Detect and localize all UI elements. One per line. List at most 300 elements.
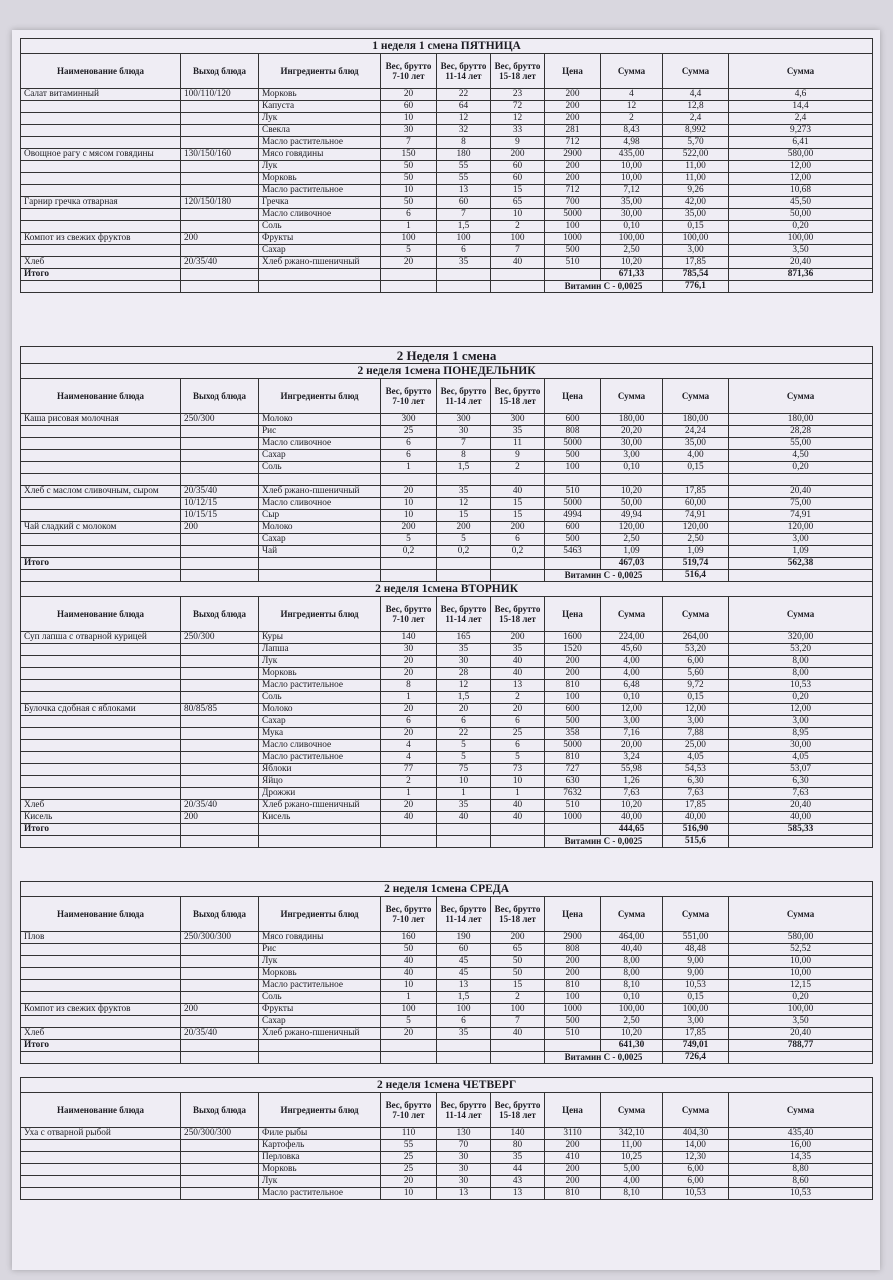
empty-cell: [491, 269, 545, 281]
weight-11-14: 35: [437, 644, 491, 656]
price: 5000: [545, 209, 601, 221]
weight-15-18: 5: [491, 752, 545, 764]
sum-11-14: 11,00: [663, 161, 729, 173]
sum-7-10: 20,00: [601, 740, 663, 752]
table-row: [21, 185, 873, 197]
weight-7-10: 5: [381, 1016, 437, 1028]
table-row: [21, 1016, 873, 1028]
ingredient-name: Филе рыбы: [259, 1128, 381, 1140]
sum-15-18: 52,52: [729, 944, 873, 956]
price: 5000: [545, 498, 601, 510]
sum-7-10: 11,00: [601, 1140, 663, 1152]
empty-cell: [381, 824, 437, 836]
weight-11-14: 64: [437, 101, 491, 113]
weight-7-10: 40: [381, 812, 437, 824]
weight-7-10: 20: [381, 656, 437, 668]
header-weight-11-14: Вес, брутто 11-14 лет: [437, 897, 491, 932]
sum-11-14: 264,00: [663, 632, 729, 644]
dish-name: [21, 992, 181, 1004]
price: 510: [545, 800, 601, 812]
weight-7-10: 6: [381, 450, 437, 462]
dish-name: Чай сладкий с молоком: [21, 522, 181, 534]
sum-7-10: 100,00: [601, 1004, 663, 1016]
weight-11-14: 1,5: [437, 992, 491, 1004]
weight-15-18: 300: [491, 414, 545, 426]
sum-11-14: 9,26: [663, 185, 729, 197]
sum-7-10: 10,00: [601, 173, 663, 185]
price: 600: [545, 522, 601, 534]
ingredient-name: Мука: [259, 728, 381, 740]
dish-yield: 100/110/120: [181, 89, 259, 101]
table-row: [21, 197, 873, 209]
ingredient-name: Хлеб ржано-пшеничный: [259, 1028, 381, 1040]
header-ingredient-name: Ингредиенты блюд: [259, 1093, 381, 1128]
ingredient-name: Лук: [259, 956, 381, 968]
dish-yield: 200: [181, 1004, 259, 1016]
ingredient-name: Морковь: [259, 668, 381, 680]
sum-7-10: 0,10: [601, 462, 663, 474]
total-sum-2: 516,90: [663, 824, 729, 836]
weight-11-14: 22: [437, 728, 491, 740]
dish-name: [21, 209, 181, 221]
weight-11-14: 22: [437, 89, 491, 101]
weight-15-18: 2: [491, 462, 545, 474]
table-row: [21, 233, 873, 245]
dish-yield: [181, 534, 259, 546]
total-sum-2: 519,74: [663, 558, 729, 570]
empty-cell: [729, 281, 873, 293]
weight-15-18: 10: [491, 776, 545, 788]
column-header-row: [21, 379, 873, 414]
ingredient-name: Лук: [259, 1176, 381, 1188]
weight-15-18: 23: [491, 89, 545, 101]
header-dish-name: Наименование блюда: [21, 54, 181, 89]
dish-name: [21, 173, 181, 185]
total-label: Итого: [21, 1040, 181, 1052]
weight-7-10: 40: [381, 968, 437, 980]
sum-15-18: 50,00: [729, 209, 873, 221]
weight-7-10: 4: [381, 752, 437, 764]
sum-15-18: 8,95: [729, 728, 873, 740]
weight-11-14: 70: [437, 1140, 491, 1152]
weight-11-14: 13: [437, 185, 491, 197]
empty-cell: [491, 836, 545, 848]
dish-name: [21, 776, 181, 788]
ingredient-name: Соль: [259, 992, 381, 1004]
header-weight-7-10: Вес, брутто 7-10 лет: [381, 54, 437, 89]
empty-cell: [21, 281, 181, 293]
sum-15-18: 74,91: [729, 510, 873, 522]
weight-11-14: 30: [437, 656, 491, 668]
sum-7-10: 224,00: [601, 632, 663, 644]
ingredient-name: Масло растительное: [259, 752, 381, 764]
sum-11-14: 404,30: [663, 1128, 729, 1140]
ingredient-name: Чай: [259, 546, 381, 558]
sum-7-10: 342,10: [601, 1128, 663, 1140]
weight-11-14: 100: [437, 233, 491, 245]
dish-name: Каша рисовая молочная: [21, 414, 181, 426]
dish-name: [21, 1188, 181, 1200]
weight-7-10: 1: [381, 788, 437, 800]
ingredient-name: Молоко: [259, 522, 381, 534]
weight-15-18: 15: [491, 980, 545, 992]
empty-cell: [381, 558, 437, 570]
header-dish-yield: Выход блюда: [181, 597, 259, 632]
dish-yield: 20/35/40: [181, 257, 259, 269]
dish-yield: 200: [181, 233, 259, 245]
dish-yield: [181, 788, 259, 800]
table-row: [21, 173, 873, 185]
ingredient-name: Мясо говядины: [259, 149, 381, 161]
table-row: [21, 1028, 873, 1040]
weight-11-14: 60: [437, 944, 491, 956]
dish-yield: 10/12/15: [181, 498, 259, 510]
weight-11-14: 55: [437, 161, 491, 173]
dish-yield: [181, 1188, 259, 1200]
ingredient-name: Молоко: [259, 704, 381, 716]
header-weight-11-14: Вес, брутто 11-14 лет: [437, 597, 491, 632]
empty-cell: [491, 1040, 545, 1052]
header-sum-15-18: Сумма: [729, 597, 873, 632]
weight-7-10: 50: [381, 197, 437, 209]
sum-11-14: 120,00: [663, 522, 729, 534]
sum-15-18: 7,63: [729, 788, 873, 800]
sum-11-14: 17,85: [663, 1028, 729, 1040]
sum-7-10: 10,20: [601, 257, 663, 269]
weight-7-10: 140: [381, 632, 437, 644]
table-row: [21, 245, 873, 257]
weight-11-14: 300: [437, 414, 491, 426]
dish-name: [21, 752, 181, 764]
header-sum-7-10: Сумма: [601, 597, 663, 632]
weight-7-10: [381, 474, 437, 486]
header-weight-7-10: Вес, брутто 7-10 лет: [381, 597, 437, 632]
sum-15-18: 0,20: [729, 462, 873, 474]
sum-11-14: 0,15: [663, 221, 729, 233]
dish-yield: 130/150/160: [181, 149, 259, 161]
table-row: [21, 149, 873, 161]
empty-cell: [491, 558, 545, 570]
table-row: [21, 137, 873, 149]
sum-15-18: 180,00: [729, 414, 873, 426]
weight-11-14: 30: [437, 1152, 491, 1164]
table-row: [21, 800, 873, 812]
menu-table-friday-week1: [20, 38, 873, 293]
weight-11-14: 12: [437, 113, 491, 125]
weight-7-10: 10: [381, 980, 437, 992]
total-label: Итого: [21, 269, 181, 281]
price: 200: [545, 1176, 601, 1188]
price: 510: [545, 257, 601, 269]
sum-11-14: 9,00: [663, 968, 729, 980]
weight-15-18: 35: [491, 426, 545, 438]
ingredient-name: Фрукты: [259, 1004, 381, 1016]
header-dish-name: Наименование блюда: [21, 1093, 181, 1128]
sum-7-10: 40,00: [601, 812, 663, 824]
dish-yield: [181, 125, 259, 137]
empty-cell: [437, 281, 491, 293]
price: 5000: [545, 438, 601, 450]
price: 200: [545, 113, 601, 125]
dish-name: [21, 1016, 181, 1028]
table-row: [21, 1188, 873, 1200]
menu-sheet: [12, 30, 880, 1270]
dish-name: [21, 498, 181, 510]
header-sum-11-14: Сумма: [663, 897, 729, 932]
dish-name: Хлеб: [21, 1028, 181, 1040]
weight-7-10: 77: [381, 764, 437, 776]
table-row: [21, 752, 873, 764]
ingredient-name: Масло растительное: [259, 680, 381, 692]
header-weight-15-18: Вес, брутто 15-18 лет: [491, 54, 545, 89]
header-weight-11-14: Вес, брутто 11-14 лет: [437, 54, 491, 89]
price: 630: [545, 776, 601, 788]
price: [545, 474, 601, 486]
header-dish-name: Наименование блюда: [21, 897, 181, 932]
section-title-row: [21, 39, 873, 54]
table-row: [21, 1004, 873, 1016]
weight-11-14: 165: [437, 632, 491, 644]
weight-11-14: 130: [437, 1128, 491, 1140]
empty-cell: [729, 836, 873, 848]
vitamin-label: Витамин С - 0,0025: [545, 836, 663, 848]
weight-15-18: 72: [491, 101, 545, 113]
empty-cell: [259, 570, 381, 582]
price: 727: [545, 764, 601, 776]
sum-11-14: [663, 474, 729, 486]
table-row: [21, 89, 873, 101]
table-row: [21, 486, 873, 498]
table-row: [21, 450, 873, 462]
sum-15-18: 8,00: [729, 668, 873, 680]
dish-name: [21, 968, 181, 980]
sum-11-14: 551,00: [663, 932, 729, 944]
header-sum-7-10: Сумма: [601, 897, 663, 932]
price: 500: [545, 1016, 601, 1028]
weight-15-18: 200: [491, 932, 545, 944]
ingredient-name: Масло сливочное: [259, 209, 381, 221]
price: 600: [545, 704, 601, 716]
total-sum-3: 871,36: [729, 269, 873, 281]
sum-7-10: 7,12: [601, 185, 663, 197]
weight-7-10: 50: [381, 173, 437, 185]
sum-11-14: 100,00: [663, 233, 729, 245]
ingredient-name: Фрукты: [259, 233, 381, 245]
empty-cell: [729, 570, 873, 582]
sum-7-10: 4,00: [601, 668, 663, 680]
sum-11-14: 10,53: [663, 980, 729, 992]
sum-15-18: 580,00: [729, 932, 873, 944]
sum-15-18: 0,20: [729, 692, 873, 704]
empty-cell: [381, 269, 437, 281]
sum-11-14: 7,63: [663, 788, 729, 800]
weight-7-10: 20: [381, 1028, 437, 1040]
sum-15-18: 10,53: [729, 680, 873, 692]
weight-7-10: 100: [381, 1004, 437, 1016]
sum-15-18: 14,35: [729, 1152, 873, 1164]
dish-yield: [181, 968, 259, 980]
dish-name: Компот из свежих фруктов: [21, 1004, 181, 1016]
table-row: [21, 740, 873, 752]
sum-7-10: 3,00: [601, 450, 663, 462]
sum-7-10: 1,09: [601, 546, 663, 558]
dish-yield: 200: [181, 812, 259, 824]
vitamin-row: [21, 281, 873, 293]
sum-15-18: 4,6: [729, 89, 873, 101]
section-title-row: [21, 1078, 873, 1093]
sum-7-10: 0,10: [601, 692, 663, 704]
weight-15-18: 1: [491, 788, 545, 800]
total-sum-2: 785,54: [663, 269, 729, 281]
dish-yield: [181, 1152, 259, 1164]
sum-7-10: 8,00: [601, 968, 663, 980]
weight-11-14: 20: [437, 704, 491, 716]
table-row: [21, 764, 873, 776]
sum-15-18: 4,05: [729, 752, 873, 764]
price: 712: [545, 137, 601, 149]
price: 510: [545, 486, 601, 498]
price: 200: [545, 101, 601, 113]
sum-15-18: 10,68: [729, 185, 873, 197]
sum-11-14: 0,15: [663, 462, 729, 474]
sum-7-10: 2,50: [601, 245, 663, 257]
ingredient-name: Масло растительное: [259, 980, 381, 992]
weight-11-14: 75: [437, 764, 491, 776]
ingredient-name: Свекла: [259, 125, 381, 137]
weight-11-14: 180: [437, 149, 491, 161]
sum-15-18: 20,40: [729, 257, 873, 269]
sum-15-18: 10,00: [729, 956, 873, 968]
empty-cell: [437, 558, 491, 570]
header-price: Цена: [545, 1093, 601, 1128]
weight-11-14: 5: [437, 752, 491, 764]
sum-11-14: 74,91: [663, 510, 729, 522]
sum-11-14: 8,992: [663, 125, 729, 137]
weight-15-18: 15: [491, 498, 545, 510]
section-title-row: [21, 882, 873, 897]
table-row: [21, 209, 873, 221]
weight-11-14: 190: [437, 932, 491, 944]
ingredient-name: Масло сливочное: [259, 498, 381, 510]
weight-7-10: 25: [381, 1152, 437, 1164]
dish-name: [21, 101, 181, 113]
weight-15-18: 100: [491, 233, 545, 245]
price: 100: [545, 221, 601, 233]
sum-15-18: 0,20: [729, 992, 873, 1004]
week-title: 2 Неделя 1 смена: [21, 347, 873, 364]
header-dish-name: Наименование блюда: [21, 379, 181, 414]
weight-15-18: 40: [491, 257, 545, 269]
weight-11-14: 6: [437, 1016, 491, 1028]
sum-15-18: 3,50: [729, 245, 873, 257]
weight-7-10: 100: [381, 233, 437, 245]
ingredient-name: Сахар: [259, 450, 381, 462]
price: 100: [545, 692, 601, 704]
header-ingredient-name: Ингредиенты блюд: [259, 897, 381, 932]
weight-15-18: 80: [491, 1140, 545, 1152]
price: 810: [545, 980, 601, 992]
weight-15-18: 73: [491, 764, 545, 776]
sum-7-10: 7,16: [601, 728, 663, 740]
weight-7-10: 30: [381, 125, 437, 137]
sum-15-18: 16,00: [729, 1140, 873, 1152]
dish-name: [21, 944, 181, 956]
section-title-row: [21, 582, 873, 597]
table-row: [21, 656, 873, 668]
dish-name: Булочка сдобная с яблоками: [21, 704, 181, 716]
sum-15-18: 12,00: [729, 704, 873, 716]
weight-11-14: 55: [437, 173, 491, 185]
price: 810: [545, 1188, 601, 1200]
price: 200: [545, 173, 601, 185]
table-row: [21, 980, 873, 992]
table-row: [21, 462, 873, 474]
ingredient-name: Масло сливочное: [259, 438, 381, 450]
empty-cell: [181, 824, 259, 836]
header-sum-7-10: Сумма: [601, 1093, 663, 1128]
weight-7-10: 6: [381, 438, 437, 450]
total-sum-1: 467,03: [601, 558, 663, 570]
dish-name: [21, 137, 181, 149]
ingredient-name: Масло растительное: [259, 137, 381, 149]
sum-11-14: 2,50: [663, 534, 729, 546]
weight-7-10: 25: [381, 426, 437, 438]
dish-yield: [181, 944, 259, 956]
weight-7-10: 10: [381, 498, 437, 510]
weight-7-10: 25: [381, 1164, 437, 1176]
empty-cell: [259, 558, 381, 570]
dish-name: [21, 546, 181, 558]
dish-yield: [181, 656, 259, 668]
ingredient-name: Лук: [259, 113, 381, 125]
table-row: [21, 101, 873, 113]
weight-7-10: 150: [381, 149, 437, 161]
price: 1000: [545, 1004, 601, 1016]
ingredient-name: Масло растительное: [259, 1188, 381, 1200]
sum-11-14: 42,00: [663, 197, 729, 209]
price: 200: [545, 89, 601, 101]
ingredient-name: Лук: [259, 161, 381, 173]
dish-yield: [181, 644, 259, 656]
weight-15-18: 6: [491, 534, 545, 546]
menu-table-wednesday: [20, 881, 873, 1064]
weight-15-18: 35: [491, 644, 545, 656]
dish-yield: [181, 1016, 259, 1028]
weight-15-18: 50: [491, 956, 545, 968]
dish-yield: 250/300: [181, 414, 259, 426]
price: 100: [545, 462, 601, 474]
sum-7-10: 464,00: [601, 932, 663, 944]
weight-11-14: 35: [437, 800, 491, 812]
dish-yield: 250/300/300: [181, 932, 259, 944]
sum-7-10: 100,00: [601, 233, 663, 245]
weight-7-10: 55: [381, 1140, 437, 1152]
weight-15-18: 2: [491, 221, 545, 233]
dish-yield: [181, 113, 259, 125]
weight-7-10: 20: [381, 800, 437, 812]
table-row: [21, 728, 873, 740]
dish-yield: [181, 101, 259, 113]
price: 200: [545, 1140, 601, 1152]
sum-15-18: 45,50: [729, 197, 873, 209]
weight-11-14: 1,5: [437, 462, 491, 474]
sum-11-14: 25,00: [663, 740, 729, 752]
header-weight-7-10: Вес, брутто 7-10 лет: [381, 1093, 437, 1128]
table-row: [21, 498, 873, 510]
dish-yield: [181, 438, 259, 450]
dish-name: [21, 644, 181, 656]
header-sum-11-14: Сумма: [663, 379, 729, 414]
